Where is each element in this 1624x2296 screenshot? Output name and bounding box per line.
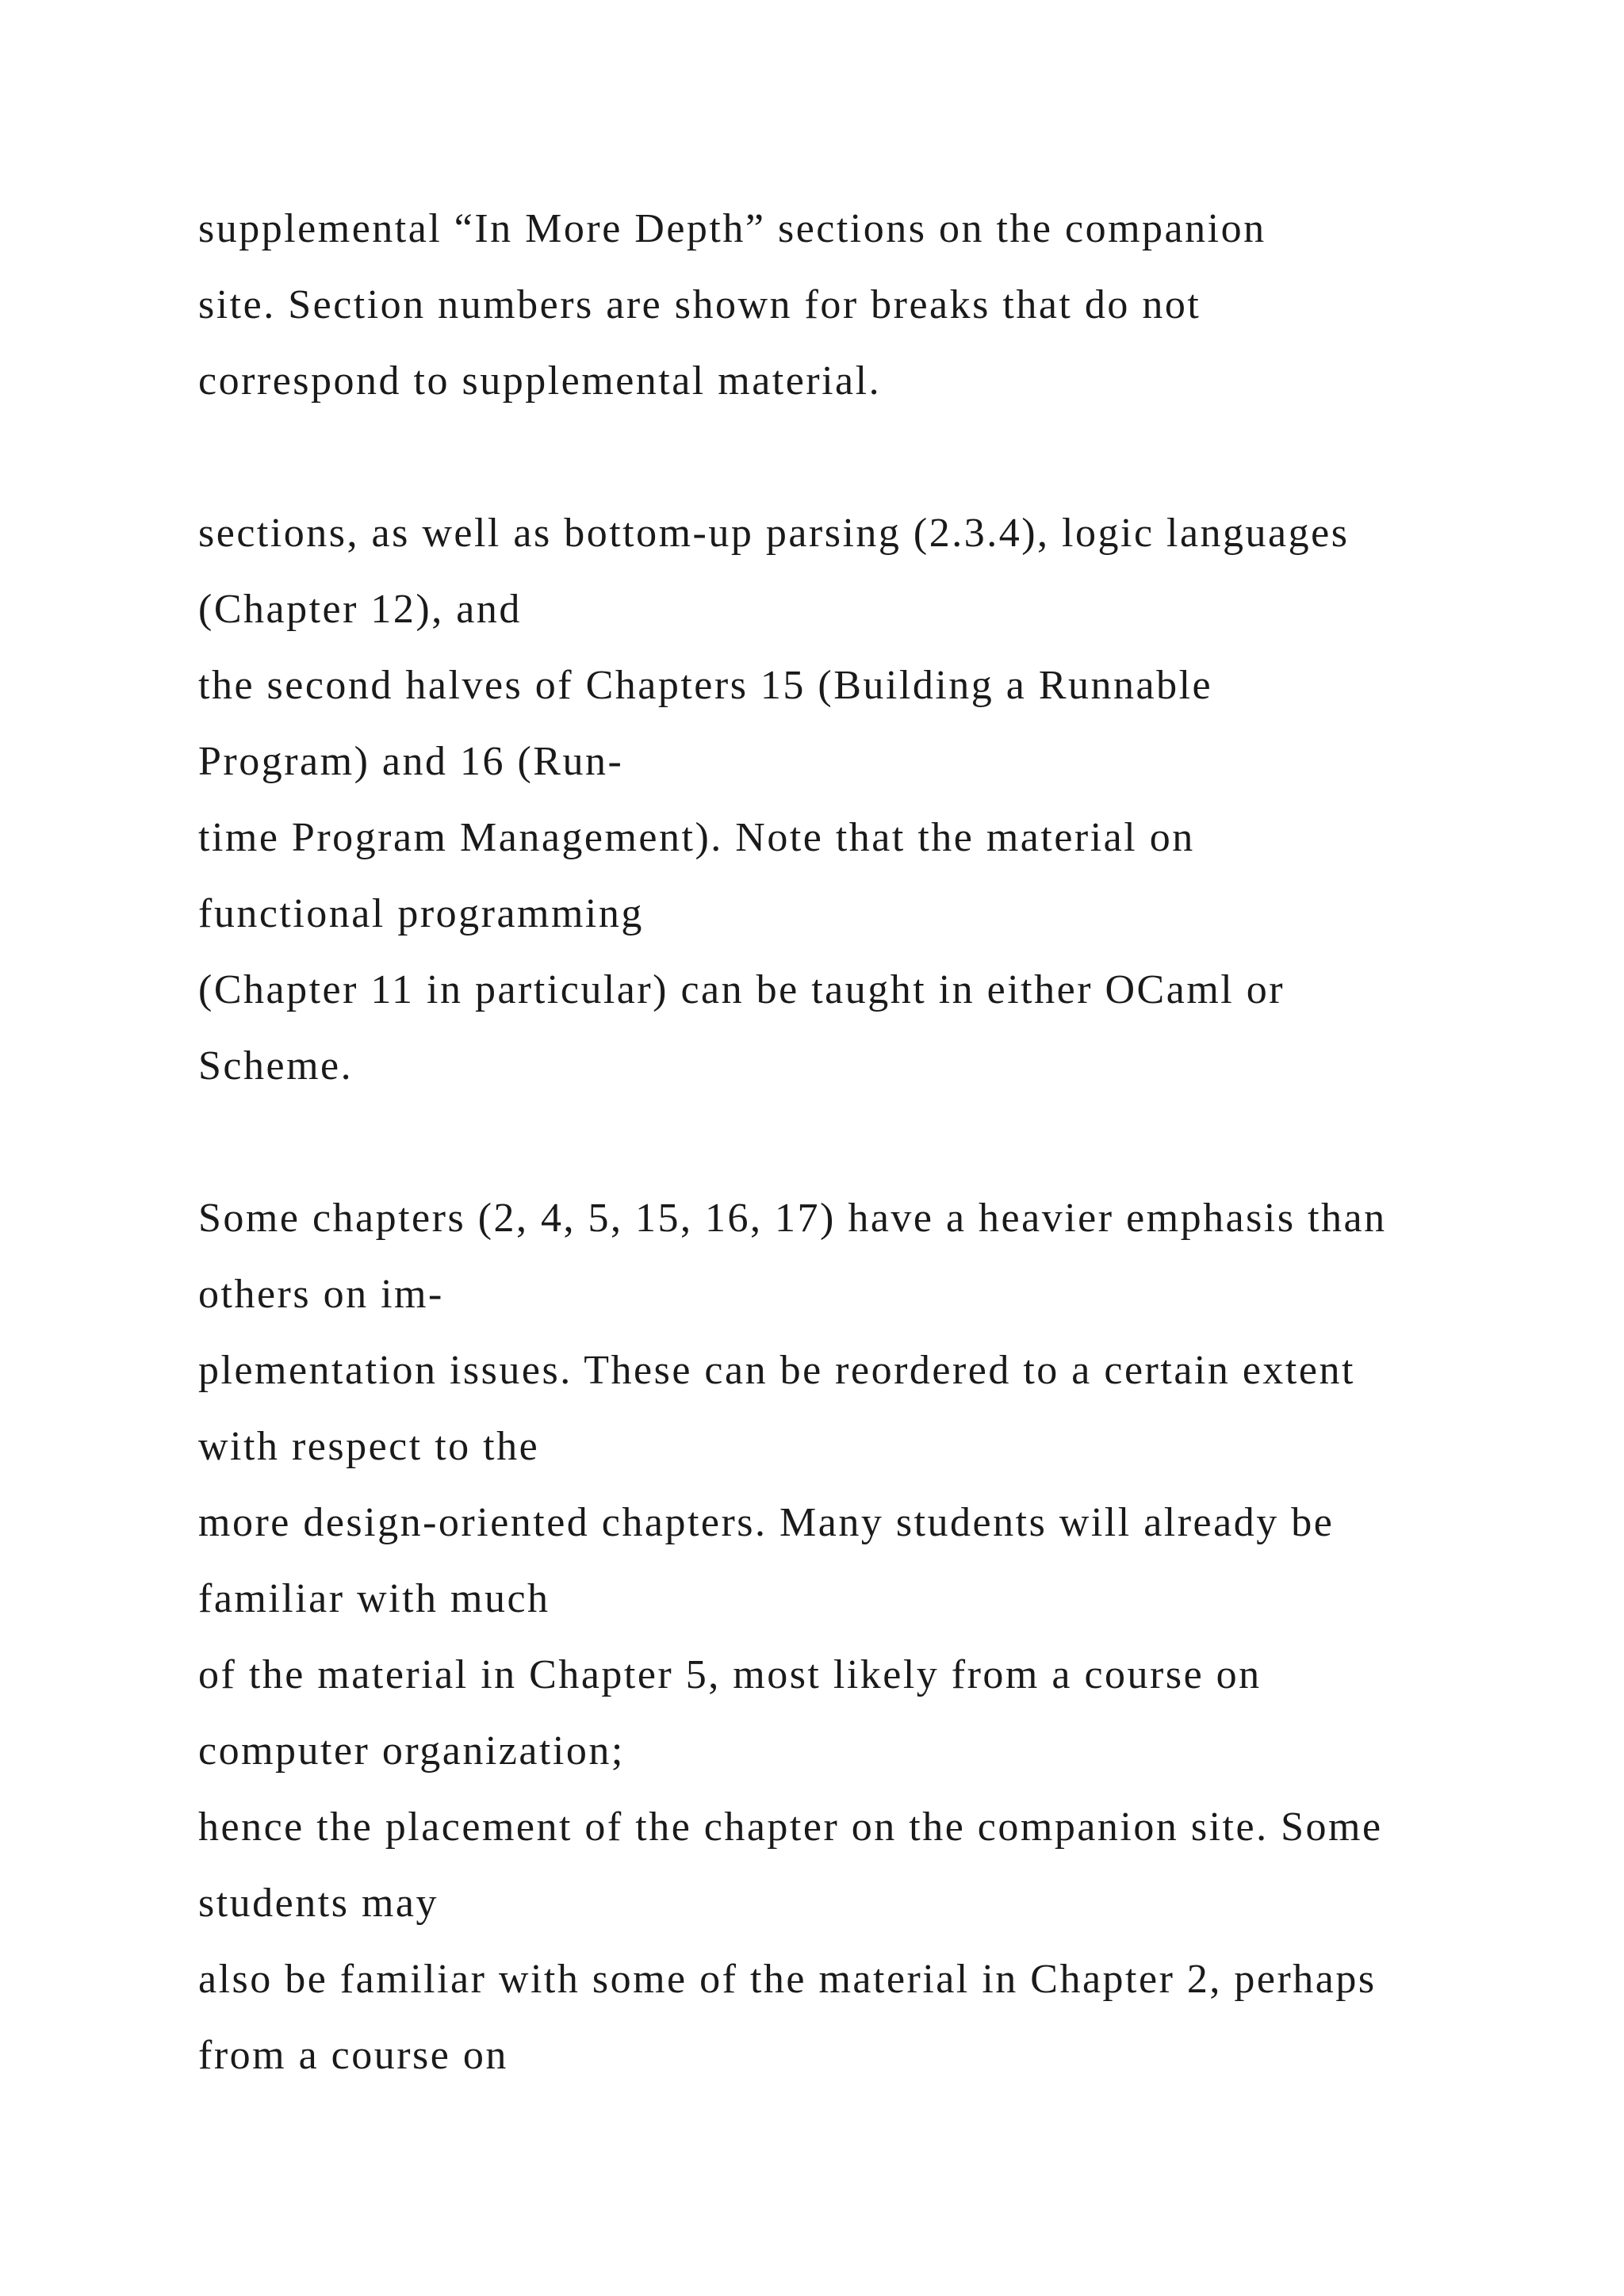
text-line: plementation issues. These can be reordered to a certain extent xyxy=(198,1348,1355,1393)
paragraph xyxy=(198,191,1562,419)
text-line: of the material in Chapter 5, most likely from a course on xyxy=(198,1652,1262,1697)
text-line: computer organization; xyxy=(198,1728,625,1774)
text-line: correspond to supplemental material. xyxy=(198,358,882,404)
text-line: from a course on xyxy=(198,2033,508,2078)
text-line: (Chapter 11 in particular) can be taught in either OCaml or xyxy=(198,967,1285,1012)
text-line: functional programming xyxy=(198,891,644,936)
text-line: Scheme. xyxy=(198,1043,354,1089)
text-line: supplemental “In More Depth” sections on the companion xyxy=(198,206,1266,251)
text-line: hence the placement of the chapter on the companion site. Some xyxy=(198,1804,1383,1850)
text-line: familiar with much xyxy=(198,1576,550,1621)
text-line: others on im- xyxy=(198,1272,444,1317)
text-line: the second halves of Chapters 15 (Building a Runnable xyxy=(198,663,1213,708)
text-line: (Chapter 12), and xyxy=(198,587,522,632)
text-line: Program) and 16 (Run- xyxy=(198,739,624,784)
paragraph-gap xyxy=(198,419,1562,496)
document-body xyxy=(198,191,1562,2094)
text-line: more design-oriented chapters. Many students will already be xyxy=(198,1500,1335,1545)
text-line: also be familiar with some of the material in Chapter 2, perhaps xyxy=(198,1957,1377,2002)
text-line: sections, as well as bottom-up parsing (2.3.4), logic languages xyxy=(198,511,1350,556)
paragraph xyxy=(198,496,1562,1104)
text-line: students may xyxy=(198,1881,439,1926)
paragraph-gap xyxy=(198,1104,1562,1181)
paragraph xyxy=(198,1181,1562,2094)
text-line: time Program Management). Note that the material on xyxy=(198,815,1195,860)
text-line: site. Section numbers are shown for breaks that do not xyxy=(198,282,1201,327)
text-line: Some chapters (2, 4, 5, 15, 16, 17) have a heavier emphasis than xyxy=(198,1196,1387,1241)
text-line: with respect to the xyxy=(198,1424,540,1469)
